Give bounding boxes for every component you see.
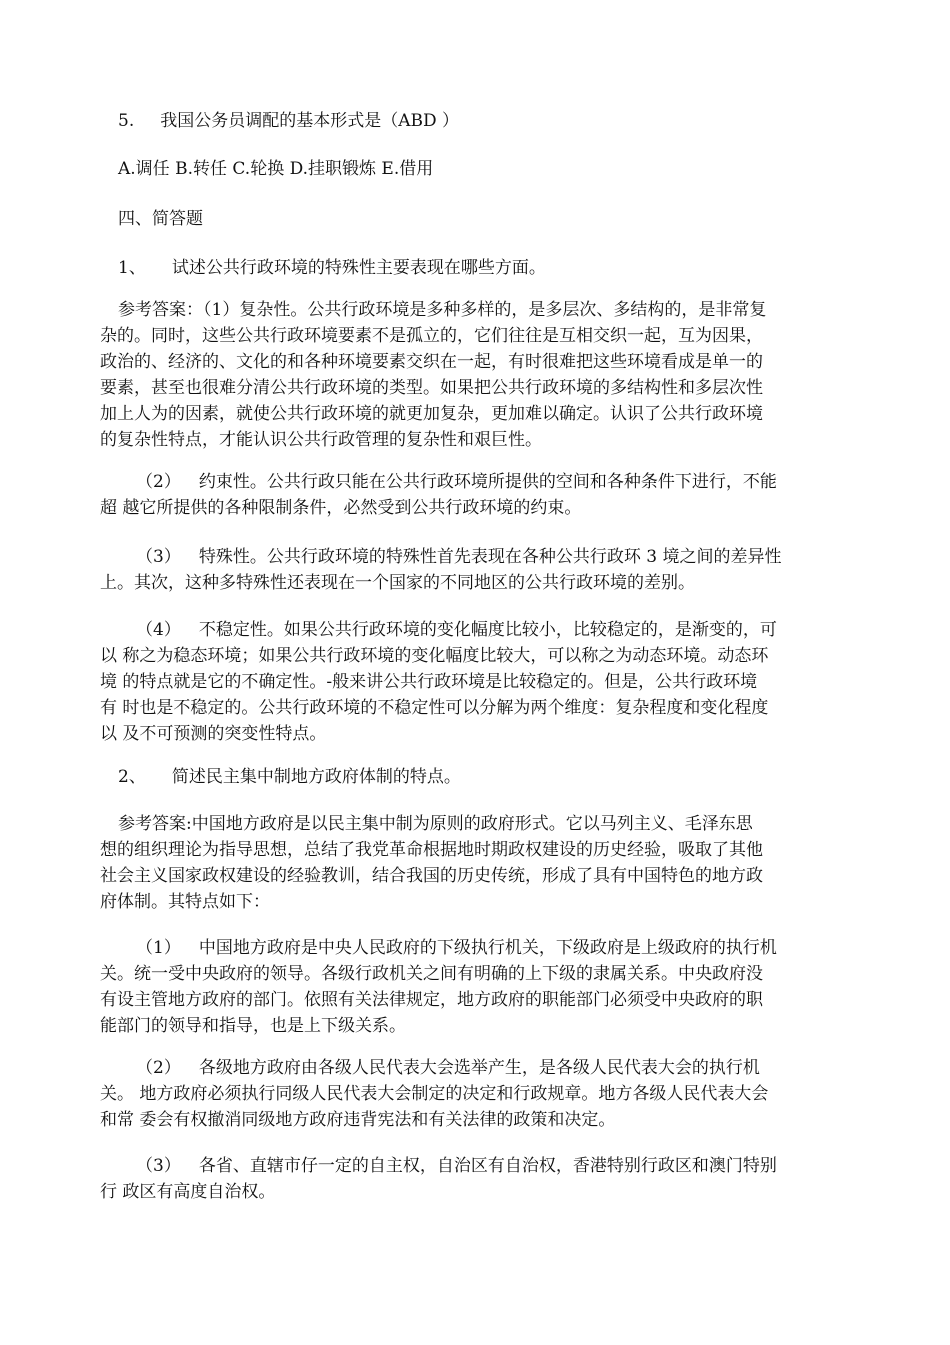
question-5-number: 5. — [118, 111, 135, 131]
question-5-line — [100, 108, 852, 134]
short-answer-2-number: 2、 — [118, 767, 146, 787]
short-answer-1 — [100, 255, 852, 281]
answer-1-intro-line: 政治的、经济的、文化的和各种环境要素交织在一起，有时很难把这些环境看成是单一的 — [100, 352, 763, 372]
point-number: （3） — [136, 1156, 181, 1176]
answer-1-intro-line: 杂的。同时，这些公共行政环境要素不是孤立的，它们往往是互相交织一起，互为因果， — [100, 326, 763, 346]
short-answer-2 — [100, 764, 852, 790]
answer-1-intro-line: 参考答案：（1）复杂性。公共行政环境是多种多样的，是多层次、多结构的，是非常复 — [118, 300, 767, 320]
answer-2-intro-line: 社会主义国家政权建设的经验教训，结合我国的历史传统，形成了具有中国特色的地方政 — [100, 866, 763, 886]
question-5-text: 我国公务员调配的基本形式是（ABD ） — [160, 111, 460, 131]
point-number: （1） — [136, 938, 181, 958]
question-5-options-text: A.调任 B.转任 C.轮换 D.挂职锻炼 E.借用 — [118, 159, 434, 179]
answer-2-point-3: （3） 各省、直辖市仔一定的自主权，自治区有自治权，香港特别行政区和澳门特别 行 政区有高度自治权。 — [100, 1156, 777, 1202]
answer-2-intro — [100, 811, 852, 915]
section-4-title-text: 四、简答题 — [118, 209, 203, 229]
answer-1-point-4: （4） 不稳定性。如果公共行政环境的变化幅度比较小，比较稳定的，是渐变的，可 以 称之为稳态环境；如果公共行政环境的变化幅度比较大，可以称之为动态环境。动态环 境 的特点就是它的不确定性。-般来讲公共行政环境是比较稳定的。但是，公共行政环境 有 时也是不稳定的。公共行政环境的不稳定性可以分解为两个维度：复杂程度和变化程度 以 及不可预测的突变性特点。 — [100, 620, 777, 744]
point-number: （3） — [136, 547, 181, 567]
question-5-options — [100, 156, 852, 182]
short-answer-2-text: 简述民主集中制地方政府体制的特点。 — [171, 767, 461, 787]
question-5 — [100, 108, 852, 134]
point-number: （2） — [136, 1058, 181, 1078]
answer-1-point-2: （2） 约束性。公共行政只能在公共行政环境所提供的空间和各种条件下进行，不能 超 越它所提供的各种限制条件，必然受到公共行政环境的约束。 — [100, 472, 777, 518]
answer-2-point-1: （1） 中国地方政府是中央人民政府的下级执行机关，下级政府是上级政府的执行机 关。统一受中央政府的领导。各级行政机关之间有明确的上下级的隶属关系。中央政府没 有设主管地方政府的部门。依照有关法律规定，地方政府的职能部门必须受中央政府的职 能部门的领导和指导，也是上下级关系。 — [100, 938, 777, 1036]
point-number: （4） — [136, 620, 181, 640]
short-answer-1-text: 试述公共行政环境的特殊性主要表现在哪些方面。 — [171, 258, 546, 278]
answer-1-point-3: （3） 特殊性。公共行政环境的特殊性首先表现在各种公共行政环 3 境之间的差异性 上。其次，这种多特殊性还表现在一个国家的不同地区的公共行政环境的差别。 — [100, 547, 782, 593]
point-number: （2） — [136, 472, 181, 492]
answer-2-intro-line: 想的组织理论为指导思想，总结了我党革命根据地时期政权建设的历史经验，吸取了其他 — [100, 840, 763, 860]
answer-1-intro-line: 的复杂性特点，才能认识公共行政管理的复杂性和艰巨性。 — [100, 430, 542, 450]
answer-2-intro-line: 参考答案:中国地方政府是以民主集中制为原则的政府形式。它以马列主义、毛泽东思 — [118, 814, 753, 834]
short-answer-1-number: 1、 — [118, 258, 146, 278]
section-4-title — [100, 206, 852, 232]
answer-2-point-2: （2） 各级地方政府由各级人民代表大会选举产生，是各级人民代表大会的执行机 关。 地方政府必须执行同级人民代表大会制定的决定和行政规章。地方各级人民代表大会 和常 委会有权撤消同级地方政府违背宪法和有关法律的政策和决定。 — [100, 1058, 769, 1130]
answer-1-intro — [100, 297, 852, 453]
answer-1-intro-line: 要素，甚至也很难分清公共行政环境的类型。如果把公共行政环境的多结构性和多层次性 — [100, 378, 763, 398]
answer-2-intro-line: 府体制。其特点如下： — [100, 892, 270, 912]
answer-1-intro-line: 加上人为的因素，就使公共行政环境的就更加复杂，更加难以确定。认识了公共行政环境 — [100, 404, 763, 424]
